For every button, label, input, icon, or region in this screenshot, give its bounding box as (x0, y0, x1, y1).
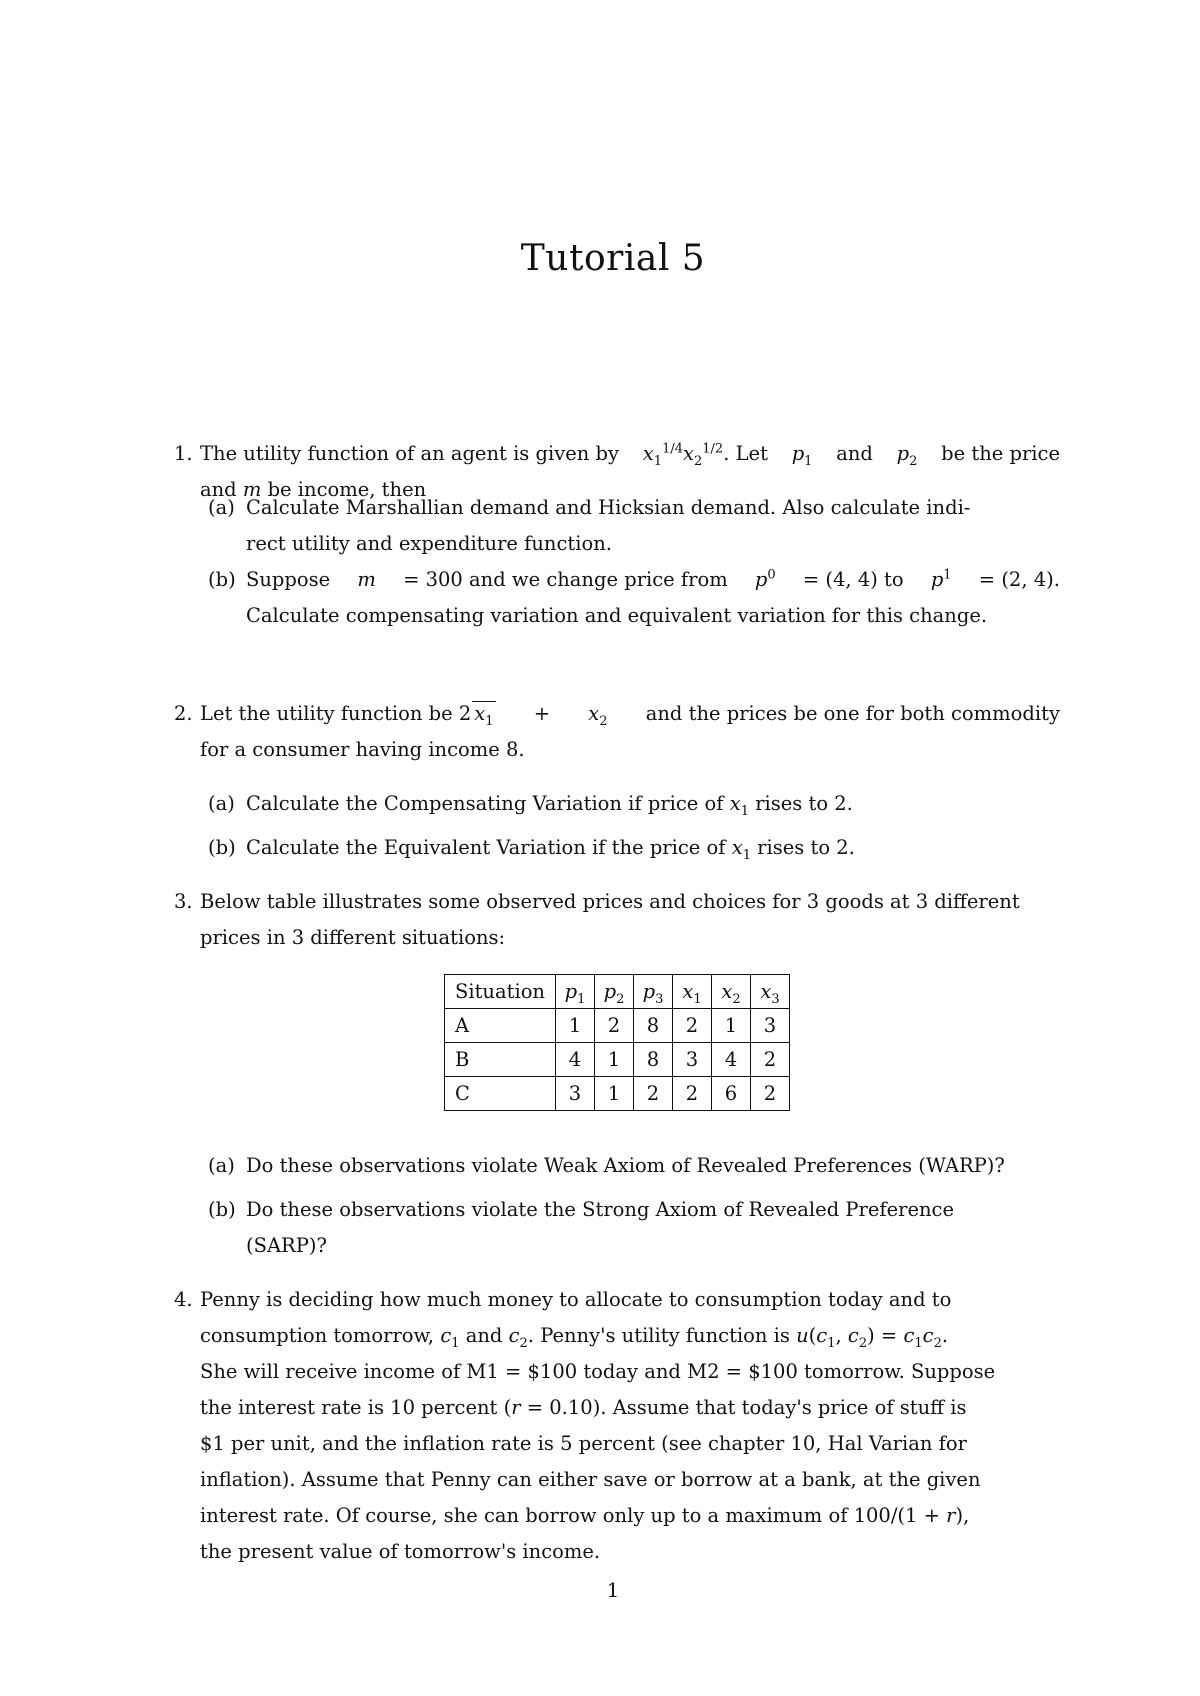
part-label: (b) (208, 836, 236, 859)
question-2-part-b: (b) Calculate the Equivalent Variation if the price of $x_1$ rises to 2. (246, 830, 1060, 866)
table-header-row (445, 975, 790, 1009)
question-number: 3. (174, 890, 193, 913)
table-header-cell: $p_1$ (556, 975, 595, 1009)
question-number: 1. (174, 442, 193, 465)
table-header-cell: $x_1$ (673, 975, 712, 1009)
table-row: A 1 2 8 2 1 3 (445, 1009, 790, 1043)
q1-line-1: The utility function of an agent is given by $x_1^{1/4}x_2^{1/2}$. Let $p_1$ and $p_2$ be the price (200, 436, 1060, 472)
table-header-cell: $x_3$ (751, 975, 790, 1009)
question-1-part-a: (a) Calculate Marshallian demand and Hicksian demand. Also calculate indi- rect utility and expenditure function. (246, 490, 1060, 562)
question-number: 4. (174, 1288, 193, 1311)
question-2: 2. Let the utility function be 2 $x_1$ + $x_2$ and the prices be one for both commodity for a consumer having income 8. (200, 696, 1060, 768)
table-row: B 4 1 8 3 4 2 (445, 1043, 790, 1077)
part-label: (b) (208, 1198, 236, 1221)
document-title: Tutorial 5 (520, 238, 706, 279)
part-label: (a) (208, 792, 235, 815)
question-2-part-a: (a) Calculate the Compensating Variation if price of $x_1$ rises to 2. (246, 786, 1060, 822)
table-header-cell: $x_2$ (712, 975, 751, 1009)
question-1-part-b: (b) Suppose m = 300 and we change price from $p^0$ = (4, 4) to $p^1$ = (2, 4). Calculate compensating variation and equivalent variation for this change. (246, 562, 1060, 634)
part-label: (a) (208, 496, 235, 519)
part-label: (a) (208, 1154, 235, 1177)
table-header-cell: $p_3$ (634, 975, 673, 1009)
q1-line-2: and m be income, then (200, 478, 427, 501)
question-number: 2. (174, 702, 193, 725)
page-number: 1 (606, 1578, 620, 1602)
observations-table (444, 974, 790, 1111)
table-header-cell: Situation (445, 975, 556, 1009)
question-3-part-b: (b) Do these observations violate the Strong Axiom of Revealed Preference (SARP)? (246, 1192, 1060, 1264)
table-row: C 3 1 2 2 6 2 (445, 1077, 790, 1111)
part-label: (b) (208, 568, 236, 591)
question-4: 4. Penny is deciding how much money to allocate to consumption today and to consumption tomorrow, $c_1$ and $c_2$. Penny's utility function is $u(c_1$, $c_2) = c_1c_2$. She will receive income of M1 = $100 today and M2 = $100 tomorrow. Suppose the interest rate is 10 percent (r = 0.10). Assume that today's price of stuff is $1 per unit, and the inflation rate is 5 percent (see chapter 10, Hal Varian for inflation). Assume that Penny can either save or borrow at a bank, at the given interest rate. Of course, she can borrow only up to a maximum of 100/(1 + r), the present value of tomorrow's income. (200, 1282, 1060, 1570)
utility-formula: $x_1^{1/4}x_2^{1/2}$. Let (642, 441, 768, 469)
table-header-cell: $p_2$ (595, 975, 634, 1009)
question-3-part-a: (a) Do these observations violate Weak Axiom of Revealed Preferences (WARP)? (246, 1148, 1060, 1184)
question-3: 3. Below table illustrates some observed prices and choices for 3 goods at 3 different prices in 3 different situations: (200, 884, 1060, 956)
